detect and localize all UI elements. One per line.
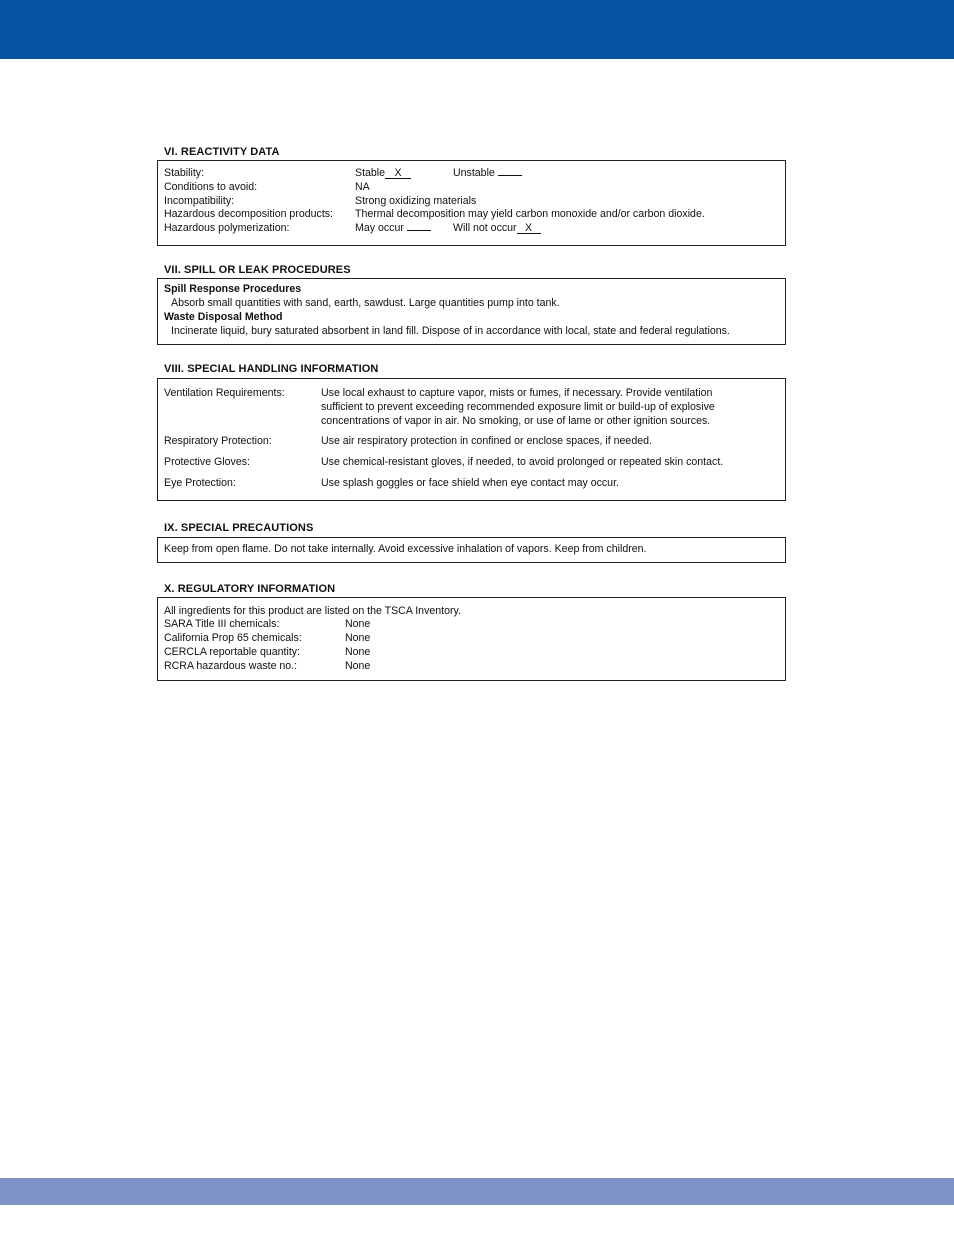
regulatory-box (157, 597, 786, 681)
rcra-label: RCRA hazardous waste no.: (164, 660, 298, 672)
decomp-label: Hazardous decomposition products: (164, 208, 334, 220)
may-occur-label: May occur (355, 222, 404, 234)
waste-disposal-heading: Waste Disposal Method (164, 311, 283, 323)
prop65-label: California Prop 65 chemicals: (164, 632, 302, 644)
rcra-value: None (345, 660, 371, 672)
spill-title: VII. SPILL OR LEAK PROCEDURES (164, 264, 351, 276)
polymer-label: Hazardous polymerization: (164, 222, 290, 234)
footer-bar (0, 1178, 954, 1205)
handling-box (157, 378, 786, 501)
ventilation-label: Ventilation Requirements: (164, 387, 285, 399)
gloves-label: Protective Gloves: (164, 456, 250, 468)
will-not-label: Will not occur (453, 222, 517, 234)
eye-protection-label: Eye Protection: (164, 477, 236, 489)
will-not-mark: X (517, 223, 541, 234)
will-not-field (453, 222, 541, 235)
conditions-value: NA (355, 181, 370, 193)
gloves-value: Use chemical-resistant gloves, if needed, to avoid prolonged or repeated skin contact. (321, 456, 724, 468)
incompat-value: Strong oxidizing materials (355, 195, 477, 207)
respiratory-value: Use air respiratory protection in confined or enclose spaces, if needed. (321, 435, 652, 447)
spill-response-heading: Spill Response Procedures (164, 283, 302, 295)
ventilation-line-2: sufficient to prevent exceeding recommended exposure limit or build-up of explosive (321, 401, 715, 413)
waste-disposal-text: Incinerate liquid, bury saturated absorbent in land fill. Dispose of in accordance with local, state and federal regulations. (171, 325, 730, 337)
sara-value: None (345, 618, 371, 630)
precautions-title: IX. SPECIAL PRECAUTIONS (164, 522, 314, 534)
handling-title: VIII. SPECIAL HANDLING INFORMATION (164, 363, 379, 375)
regulatory-intro: All ingredients for this product are listed on the TSCA Inventory. (164, 605, 461, 617)
prop65-value: None (345, 632, 371, 644)
unstable-field (453, 167, 522, 180)
decomp-value: Thermal decomposition may yield carbon monoxide and/or carbon dioxide. (355, 208, 705, 220)
header-bar (0, 0, 954, 59)
ventilation-line-1: Use local exhaust to capture vapor, mists or fumes, if necessary. Provide ventilation (321, 387, 713, 399)
cercla-label: CERCLA reportable quantity: (164, 646, 301, 658)
unstable-label: Unstable (453, 167, 495, 179)
cercla-value: None (345, 646, 371, 658)
incompat-label: Incompatibility: (164, 195, 235, 207)
reactivity-title: VI. REACTIVITY DATA (164, 146, 280, 158)
may-occur-field (355, 222, 431, 235)
regulatory-title: X. REGULATORY INFORMATION (164, 583, 336, 595)
stability-label: Stability: (164, 167, 205, 179)
spill-box (157, 278, 786, 345)
unstable-mark (498, 175, 522, 176)
sara-label: SARA Title III chemicals: (164, 618, 280, 630)
ventilation-line-3: concentrations of vapor in air. No smoking, or use of lame or other ignition sources. (321, 415, 711, 427)
stable-label: Stable (355, 167, 386, 179)
stable-field (355, 167, 411, 180)
precautions-box (157, 537, 786, 563)
eye-protection-value: Use splash goggles or face shield when eye contact may occur. (321, 477, 619, 489)
respiratory-label: Respiratory Protection: (164, 435, 272, 447)
spill-response-text: Absorb small quantities with sand, earth, sawdust. Large quantities pump into tank. (171, 297, 560, 309)
stable-mark: X (385, 168, 411, 179)
precautions-text: Keep from open flame. Do not take internally. Avoid excessive inhalation of vapors. Keep from children. (164, 543, 647, 555)
may-occur-mark (407, 230, 431, 231)
reactivity-box (157, 160, 786, 246)
conditions-label: Conditions to avoid: (164, 181, 258, 193)
